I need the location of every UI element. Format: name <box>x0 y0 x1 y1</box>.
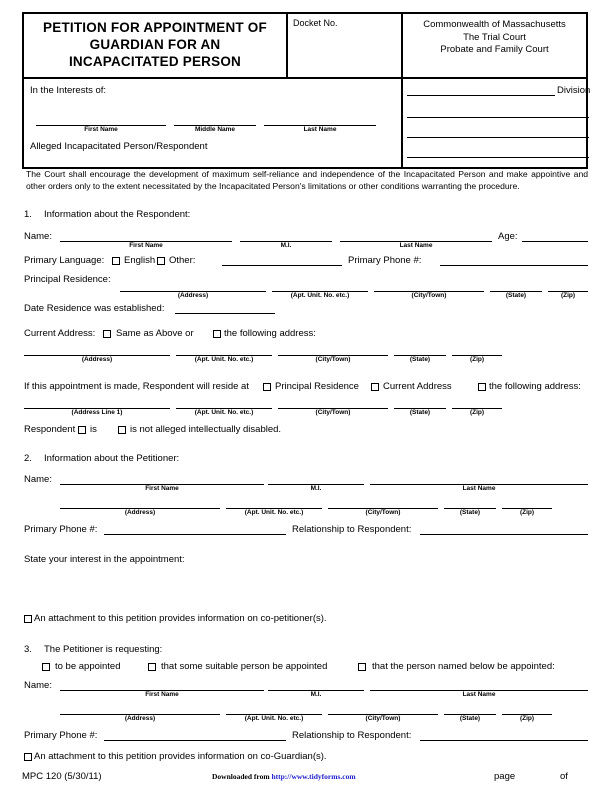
petitioner-relationship-label: Relationship to Respondent: <box>292 524 412 535</box>
reside-following-address-label: the following address: <box>489 381 581 392</box>
same-as-above-checkbox[interactable] <box>103 330 111 338</box>
language-other-input[interactable] <box>222 265 342 266</box>
petitioner-phone-label: Primary Phone #: <box>24 524 98 535</box>
reside-city-caption: (City/Town) <box>315 409 351 416</box>
division-label: Division <box>557 85 591 96</box>
petitioner-city-caption: (City/Town) <box>365 509 401 516</box>
respondent-first-name-caption: First Name <box>129 242 163 249</box>
petitioner-last-name-caption: Last Name <box>462 485 496 492</box>
copetitioner-attachment-checkbox[interactable] <box>24 615 32 623</box>
court-name-cell <box>402 13 587 78</box>
same-as-above-label: Same as Above or <box>116 328 194 339</box>
section-3-heading: The Petitioner is requesting: <box>44 644 163 655</box>
division-blank-rule-3[interactable] <box>407 137 589 138</box>
respondent-disability-label: Respondent <box>24 424 76 435</box>
reside-state-caption: (State) <box>409 409 431 416</box>
reside-intro-label: If this appointment is made, Respondent will reside at <box>24 381 249 392</box>
request-suitable-person-label: that some suitable person be appointed <box>161 661 328 672</box>
current-following-address-checkbox[interactable] <box>213 330 221 338</box>
current-city-caption: (City/Town) <box>315 356 351 363</box>
reside-following-address-checkbox[interactable] <box>478 383 486 391</box>
form-title-line3: INCAPACITATED PERSON <box>68 54 241 69</box>
language-english-label: English <box>124 255 156 266</box>
petitioner-phone-input[interactable] <box>104 534 286 535</box>
reside-apt-caption: (Apt. Unit. No. etc.) <box>194 409 254 416</box>
watermark-url: http://www.tidyforms.com <box>271 772 356 781</box>
language-other-checkbox[interactable] <box>157 257 165 265</box>
guardian-mi-caption: M.I. <box>310 691 322 698</box>
petitioner-state-caption: (State) <box>459 509 481 516</box>
coguardian-attachment-checkbox[interactable] <box>24 753 32 761</box>
principal-apt-caption: (Apt. Unit. No. etc.) <box>290 292 350 299</box>
principal-city-caption: (City/Town) <box>411 292 447 299</box>
current-address-caption: (Address) <box>81 356 113 363</box>
header-table <box>22 12 591 169</box>
reside-current-address-checkbox[interactable] <box>371 383 379 391</box>
reside-address-caption: (Address Line 1) <box>71 409 123 416</box>
page-label: page <box>494 771 516 782</box>
form-title-line1: PETITION FOR APPOINTMENT OF <box>43 20 267 35</box>
in-the-interests-of-label: In the Interests of: <box>30 85 107 96</box>
petitioner-apt-caption: (Apt. Unit. No. etc.) <box>244 509 304 516</box>
division-blank-rule-4[interactable] <box>407 157 589 158</box>
principal-address-caption: (Address) <box>177 292 209 299</box>
reside-current-address-label: Current Address <box>383 381 452 392</box>
guardian-zip-caption: (Zip) <box>519 715 535 722</box>
guardian-city-caption: (City/Town) <box>365 715 401 722</box>
guardian-state-caption: (State) <box>459 715 481 722</box>
date-residence-input[interactable] <box>175 313 275 314</box>
respondent-phone-input[interactable] <box>440 265 588 266</box>
middle-name-caption: Middle Name <box>194 126 236 133</box>
form-title-line2: GUARDIAN FOR AN <box>89 37 221 52</box>
petitioner-address-caption: (Address) <box>124 509 156 516</box>
download-watermark <box>212 772 356 781</box>
guardian-first-name-caption: First Name <box>145 691 179 698</box>
petitioner-relationship-input[interactable] <box>420 534 588 535</box>
language-english-checkbox[interactable] <box>112 257 120 265</box>
guardian-relationship-label: Relationship to Respondent: <box>292 730 412 741</box>
petitioner-mi-caption: M.I. <box>310 485 322 492</box>
alleged-person-label: Alleged Incapacitated Person/Respondent <box>30 141 208 152</box>
current-address-label: Current Address: <box>24 328 96 339</box>
date-residence-label: Date Residence was established: <box>24 303 165 314</box>
guardian-relationship-input[interactable] <box>420 740 588 741</box>
current-zip-caption: (Zip) <box>469 356 485 363</box>
first-name-caption: First Name <box>84 126 118 133</box>
principal-state-caption: (State) <box>505 292 527 299</box>
section-3-number: 3. <box>24 644 32 655</box>
petitioner-name-label: Name: <box>24 474 52 485</box>
petitioner-zip-caption: (Zip) <box>519 509 535 516</box>
division-cell <box>402 78 591 168</box>
respondent-last-name-caption: Last Name <box>399 242 433 249</box>
reside-principal-residence-label: Principal Residence <box>275 381 359 392</box>
request-named-below-label: that the person named below be appointed: <box>372 661 555 672</box>
respondent-name-label: Name: <box>24 231 52 242</box>
form-identifier: MPC 120 (5/30/11) <box>22 771 102 782</box>
guardian-last-name-caption: Last Name <box>462 691 496 698</box>
respondent-mi-caption: M.I. <box>280 242 292 249</box>
last-name-caption: Last Name <box>303 126 337 133</box>
coguardian-attachment-label: An attachment to this petition provides information on co-Guardian(s). <box>34 751 327 762</box>
guardian-phone-label: Primary Phone #: <box>24 730 98 741</box>
respondent-is-label: is <box>90 424 97 435</box>
watermark-prefix: Downloaded from <box>212 772 272 781</box>
current-state-caption: (State) <box>409 356 431 363</box>
current-apt-caption: (Apt. Unit. No. etc.) <box>194 356 254 363</box>
docket-number-label: Docket No. <box>293 18 338 28</box>
guardian-name-label: Name: <box>24 680 52 691</box>
reside-principal-residence-checkbox[interactable] <box>263 383 271 391</box>
petitioner-first-name-caption: First Name <box>145 485 179 492</box>
primary-language-label: Primary Language: <box>24 255 105 266</box>
respondent-age-label: Age: <box>498 231 518 242</box>
respondent-is-checkbox[interactable] <box>78 426 86 434</box>
section-1-number: 1. <box>24 209 32 220</box>
division-rule[interactable] <box>407 95 555 96</box>
request-suitable-person-checkbox[interactable] <box>148 663 156 671</box>
court-notice-paragraph: The Court shall encourage the development of maximum self-reliance and independence of the Incapacitated Person and make appointive and other orders only to the extent necessitated by the Incapacitated Person's limitations or other conditions warranting the procedure. <box>26 169 588 191</box>
court-line-2: The Trial Court <box>463 31 526 43</box>
current-following-address-label: the following address: <box>224 328 316 339</box>
page-of-label: of <box>560 771 568 782</box>
language-other-label: Other: <box>169 255 196 266</box>
state-interest-label: State your interest in the appointment: <box>24 554 185 565</box>
division-blank-rule-2[interactable] <box>407 117 589 118</box>
request-to-be-appointed-checkbox[interactable] <box>42 663 50 671</box>
principal-residence-label: Principal Residence: <box>24 274 111 285</box>
court-line-1: Commonwealth of Massachusetts <box>423 19 566 30</box>
section-1-heading: Information about the Respondent: <box>44 209 191 220</box>
copetitioner-attachment-label: An attachment to this petition provides information on co-petitioner(s). <box>34 613 327 624</box>
respondent-is-not-label: is not alleged intellectually disabled. <box>130 424 282 435</box>
interests-cell <box>23 78 402 168</box>
docket-number-cell[interactable] <box>287 13 402 78</box>
form-title-cell <box>23 13 287 78</box>
guardian-apt-caption: (Apt. Unit. No. etc.) <box>244 715 304 722</box>
reside-zip-caption: (Zip) <box>469 409 485 416</box>
section-2-heading: Information about the Petitioner: <box>44 453 180 464</box>
court-line-3: Probate and Family Court <box>440 44 549 55</box>
principal-zip-caption: (Zip) <box>560 292 576 299</box>
guardian-address-caption: (Address) <box>124 715 156 722</box>
respondent-is-not-checkbox[interactable] <box>118 426 126 434</box>
request-named-below-checkbox[interactable] <box>358 663 366 671</box>
guardian-phone-input[interactable] <box>104 740 286 741</box>
respondent-age-input[interactable] <box>522 241 588 242</box>
respondent-phone-label: Primary Phone #: <box>348 255 422 266</box>
section-2-number: 2. <box>24 453 32 464</box>
request-to-be-appointed-label: to be appointed <box>55 661 121 672</box>
